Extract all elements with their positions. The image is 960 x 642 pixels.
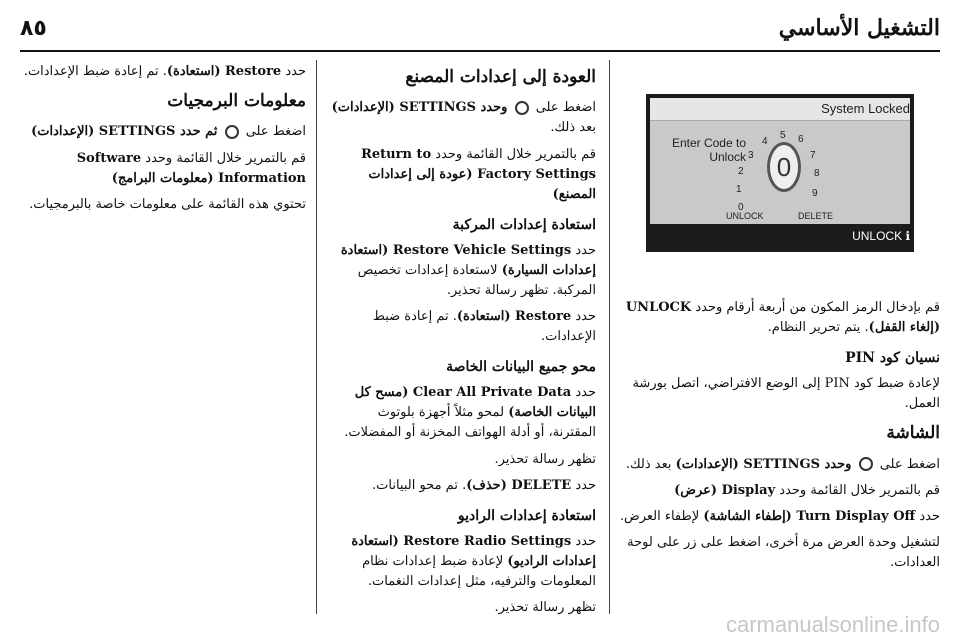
text: قم بالتمرير خلال القائمة وحدد — [145, 150, 306, 166]
page-header — [20, 8, 940, 48]
heading-software-info: معلومات البرمجيات — [167, 91, 306, 112]
heading-vehicle-settings: استعادة إعدادات المركبة — [452, 217, 596, 234]
column-divider — [316, 60, 317, 614]
text: . تم محو البيانات. — [372, 477, 467, 493]
watermark: carmanualsonline.info — [725, 612, 940, 637]
heading-display: الشاشة — [886, 423, 940, 444]
text-bold: Clear All Private Data (مسح كل البيانات الخاصة) — [354, 385, 596, 421]
radio-paragraph-2: تظهر رسالة تحذير. — [494, 599, 596, 615]
text: قم بالتمرير خلال القائمة وحدد — [779, 482, 940, 498]
vehicle-paragraph-1 — [326, 241, 596, 301]
text: اضغط على — [245, 124, 306, 140]
dial-digit: 8 — [814, 168, 820, 179]
text: حدد — [575, 477, 596, 493]
restore-paragraph — [20, 62, 306, 82]
chapter-title: التشغيل الأساسي — [778, 15, 940, 41]
unlock-bar-label: UNLOCK — [852, 229, 903, 243]
right-column — [618, 60, 940, 579]
text-bold: DELETE (حذف) — [466, 477, 572, 493]
text-bold: Return to Factory Settings (عودة إلى إعدادات المصنع) — [361, 146, 596, 202]
code-dial: 0 — [767, 142, 801, 192]
text: حدد — [575, 309, 596, 325]
dial-digit: 6 — [798, 134, 804, 145]
column-divider — [609, 60, 610, 614]
software-paragraph-1 — [20, 122, 306, 142]
text: بعد ذلك. — [550, 120, 596, 136]
text-bold: Restore (استعادة) — [456, 309, 572, 325]
text-bold: Restore Vehicle Settings (استعادة إعدادات السيارة) — [340, 242, 596, 278]
middle-column — [326, 60, 596, 624]
text: حدد — [575, 242, 596, 258]
heading-forgot-pin: نسيان كود PIN — [845, 350, 940, 367]
enter-code-label: Enter Code to Unlock — [671, 136, 746, 165]
private-paragraph-2: تظهر رسالة تحذير. — [494, 451, 596, 467]
display-paragraph-3 — [618, 507, 940, 527]
settings-icon — [859, 457, 873, 471]
heading-factory-settings: العودة إلى إعدادات المصنع — [405, 67, 596, 87]
display-paragraph-4: لتشغيل وحدة العرض مرة أخرى، اضغط على زر على لوحة العدادات. — [627, 535, 940, 571]
dial-digit: 5 — [780, 130, 786, 141]
dial-digit: 4 — [762, 136, 768, 147]
display-paragraph-1 — [618, 455, 940, 475]
text: . تم إعادة ضبط الإعدادات. — [23, 64, 167, 79]
text: حدد — [575, 385, 596, 401]
text-bold: Display (عرض) — [674, 482, 776, 498]
text: لإعادة ضبط إعدادات نظام المعلومات والترفيه، مثل إعدادات النغمات. — [362, 553, 596, 589]
text-bold: وحدد SETTINGS (الإعدادات) — [331, 100, 508, 116]
text: لمحو مثلاً أجهزة بلوتوث المقترنة، أو أدلة الهواتف المخزنة أو المفضلات. — [344, 405, 596, 441]
delete-button: DELETE — [798, 211, 834, 221]
software-paragraph-3: تحتوي هذه القائمة على معلومات خاصة بالبرمجيات. — [29, 196, 306, 212]
text: لإطفاء العرض. — [619, 508, 700, 524]
left-column — [20, 60, 306, 221]
text-bold: Software Information (معلومات البرامج) — [76, 150, 306, 186]
unlock-paragraph — [618, 298, 940, 338]
vehicle-paragraph-2 — [326, 307, 596, 347]
text: حدد — [919, 508, 940, 524]
heading-private-data: محو جميع البيانات الخاصة — [446, 359, 596, 376]
private-paragraph-1 — [326, 383, 596, 443]
unlock-button: UNLOCK — [726, 211, 764, 221]
factory-paragraph-1 — [326, 98, 596, 138]
text-bold: Restore (استعادة) — [166, 64, 282, 79]
dial-digit: 0 — [738, 202, 744, 213]
text: حدد — [575, 533, 596, 549]
text-bold: Turn Display Off (إطفاء الشاشة) — [703, 508, 916, 524]
screen-title: System Locked — [650, 98, 910, 121]
heading-radio-settings: استعادة إعدادات الراديو — [457, 507, 596, 524]
text: بعد ذلك. — [625, 456, 672, 472]
text: حدد — [285, 64, 306, 79]
radio-paragraph-1 — [326, 532, 596, 592]
settings-icon — [515, 101, 529, 115]
text: لاستعادة إعدادات تخصيص المركبة. تظهر رسالة تحذير. — [357, 262, 596, 299]
display-paragraph-2 — [618, 481, 940, 501]
text: اضغط على — [879, 456, 940, 472]
text: اضغط على — [535, 100, 596, 116]
software-paragraph-2 — [20, 149, 306, 189]
text-bold: وحدد SETTINGS (الإعدادات) — [675, 456, 852, 472]
text: قم بإدخال الرمز المكون من أربعة أرقام وحدد — [695, 300, 940, 315]
header-divider — [20, 50, 940, 52]
text-bold: UNLOCK (إلغاء القفل) — [625, 300, 940, 336]
settings-icon — [225, 125, 239, 139]
dial-digit: 7 — [810, 150, 816, 161]
private-paragraph-3 — [326, 476, 596, 496]
dial-digit: 3 — [748, 150, 754, 161]
factory-paragraph-2 — [326, 145, 596, 205]
text-bold: Restore Radio Settings (استعادة إعدادات الراديو) — [351, 533, 596, 569]
pin-paragraph: لإعادة ضبط كود PIN إلى الوضع الافتراضي، اتصل بورشة العمل. — [632, 375, 940, 412]
text: . تم إعادة ضبط الإعدادات. — [372, 309, 596, 345]
system-locked-screen — [646, 94, 914, 252]
info-icon: ℹ — [905, 229, 910, 243]
page-number: ٨٥ — [20, 15, 47, 41]
dial-digit: 9 — [812, 188, 818, 199]
text: قم بالتمرير خلال القائمة وحدد — [435, 146, 596, 162]
dial-digit: 1 — [736, 184, 742, 195]
text: . يتم تحرير النظام. — [767, 320, 869, 336]
unlock-bar — [650, 224, 910, 248]
text-bold: ثم حدد SETTINGS (الإعدادات) — [31, 124, 218, 140]
dial-digit: 2 — [738, 166, 744, 177]
